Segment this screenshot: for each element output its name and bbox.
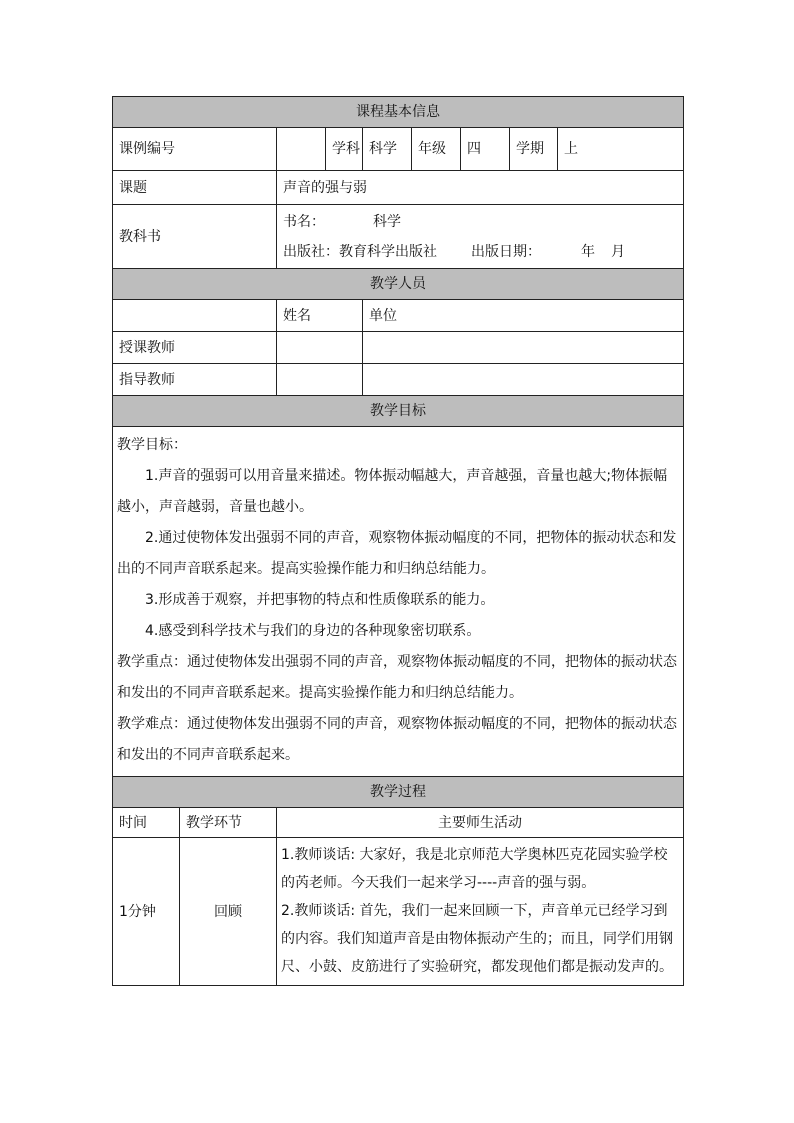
goals-section-title: 教学目标 [113, 396, 684, 427]
book-name-line [283, 207, 677, 237]
staff-role-header [113, 300, 277, 332]
staff-name [277, 332, 363, 364]
goals-content [113, 427, 684, 777]
staff-unit [363, 364, 684, 396]
process-columns-row [113, 808, 684, 838]
process-row [113, 838, 684, 986]
publisher-value: 教育科学出版社 [339, 243, 437, 260]
term-value: 上 [558, 128, 684, 171]
activity-item: 1.教师谈话: 大家好，我是北京师范大学奥林匹克花园实验学校的芮老师。今天我们一起来学习----声音的强与弱。 [281, 847, 668, 891]
goals-heading: 教学目标： [117, 437, 187, 453]
book-name-value: 科学 [373, 213, 401, 230]
key-point: 教学重点：通过使物体发出强弱不同的声音，观察物体振动幅度的不同，把物体的振动状态和发出的不同声音联系起来。提高实验操作能力和归纳总结能力。 [117, 654, 677, 701]
goals-header-row [113, 396, 684, 427]
pub-date-label: 出版日期： [471, 243, 541, 260]
staff-row [113, 364, 684, 396]
month-label: 月 [611, 243, 625, 260]
staff-role: 授课教师 [113, 332, 277, 364]
staff-unit-header: 单位 [363, 300, 684, 332]
process-header-row [113, 777, 684, 808]
activity-header: 主要师生活动 [277, 808, 684, 838]
grade-label: 年级 [412, 128, 461, 171]
staff-section-title: 教学人员 [113, 269, 684, 300]
process-stage: 回顾 [180, 838, 277, 986]
term-label: 学期 [510, 128, 558, 171]
process-time: 1分钟 [113, 838, 180, 986]
subject-value: 科学 [363, 128, 412, 171]
case-no-value [277, 128, 326, 171]
staff-header-row [113, 269, 684, 300]
lesson-plan-table [112, 96, 684, 986]
publisher-line [283, 237, 677, 267]
basic-info-header-row [113, 97, 684, 128]
goals-content-row [113, 427, 684, 777]
time-header: 时间 [113, 808, 180, 838]
staff-columns-row [113, 300, 684, 332]
topic-label: 课题 [113, 171, 277, 205]
staff-name [277, 364, 363, 396]
staff-role: 指导教师 [113, 364, 277, 396]
goal-item: 2.通过使物体发出强弱不同的声音，观察物体振动幅度的不同，把物体的振动状态和发出的不同声音联系起来。提高实验操作能力和归纳总结能力。 [117, 530, 677, 577]
stage-header: 教学环节 [180, 808, 277, 838]
staff-unit [363, 332, 684, 364]
goal-item: 4.感受到科学技术与我们的身边的各种现象密切联系。 [145, 623, 481, 639]
staff-row [113, 332, 684, 364]
difficult-point: 教学难点：通过使物体发出强弱不同的声音，观察物体振动幅度的不同，把物体的振动状态和发出的不同声音联系起来。 [117, 716, 677, 763]
process-activities [277, 838, 684, 986]
topic-value: 声音的强与弱 [277, 171, 684, 205]
basic-info-section-title: 课程基本信息 [113, 97, 684, 128]
activity-item: 2.教师谈话: 首先，我们一起来回顾一下，声音单元已经学习到的内容。我们知道声音是由物体振动产生的；而且，同学们用钢尺、小鼓、皮筋进行了实验研究，都发现他们都是振动发声的。 [281, 903, 673, 975]
staff-name-header: 姓名 [277, 300, 363, 332]
subject-label: 学科 [326, 128, 363, 171]
textbook-row [113, 205, 684, 269]
textbook-details [277, 205, 684, 269]
lesson-plan-document [112, 96, 683, 986]
case-no-label: 课例编号 [113, 128, 277, 171]
goal-item: 3.形成善于观察，并把事物的特点和性质像联系的能力。 [145, 592, 495, 608]
goal-item: 1.声音的强弱可以用音量来描述。物体振动幅越大，声音越强，音量也越大;物体振幅越小，声音越弱，音量也越小。 [117, 468, 668, 515]
publisher-label: 出版社： [283, 243, 339, 260]
book-name-label: 书名： [283, 213, 325, 230]
textbook-label: 教科书 [113, 205, 277, 269]
year-label: 年 [581, 243, 595, 260]
process-section-title: 教学过程 [113, 777, 684, 808]
case-info-row [113, 128, 684, 171]
grade-value: 四 [461, 128, 510, 171]
topic-row [113, 171, 684, 205]
